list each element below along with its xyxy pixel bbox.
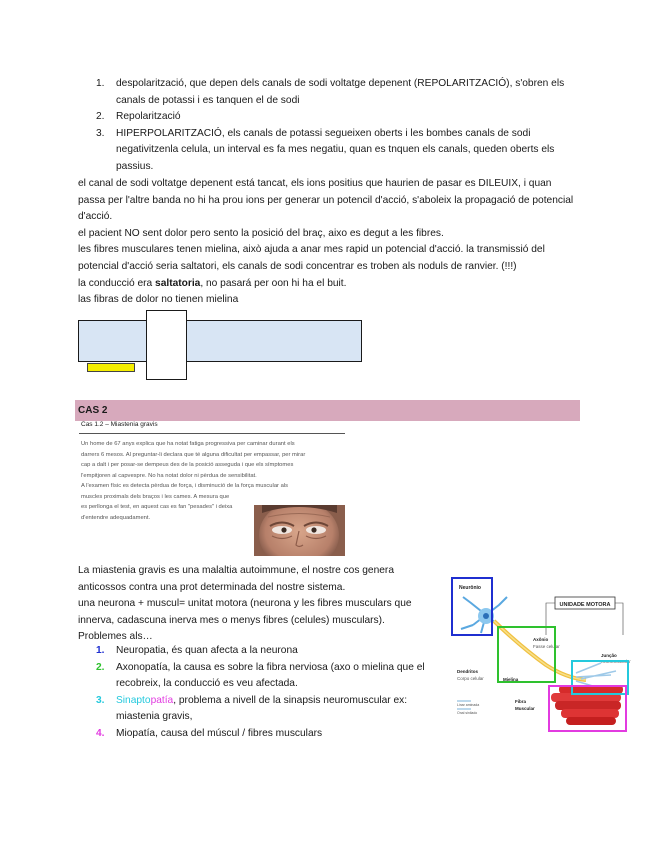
unit-label: UNIDADE MOTORA bbox=[559, 602, 611, 608]
problem-number: 2. bbox=[96, 661, 105, 673]
conduction-bold: saltatoria bbox=[155, 277, 201, 289]
problem-item bbox=[78, 660, 433, 693]
muscular-label: Muscular bbox=[515, 706, 535, 711]
list-item bbox=[78, 76, 578, 109]
notes-block bbox=[78, 176, 578, 309]
miastenia-block bbox=[78, 563, 448, 646]
problem-number: 4. bbox=[96, 727, 105, 739]
conduction-post: , no pasará per oon hi ha el buit. bbox=[200, 277, 347, 289]
neuromuscular-label: neuromuscular bbox=[601, 659, 631, 664]
problem-highlight-suffix: patía bbox=[150, 694, 174, 706]
patient-photo bbox=[254, 505, 345, 556]
list-item bbox=[78, 109, 578, 126]
problem-item bbox=[78, 643, 433, 660]
case-line: es perllonga el test, en aquest cas es fan "pesades" i deixa bbox=[81, 504, 233, 510]
list-text: despolarització, que depen dels canals de sodi voltatge depenent (REPOLARITZACIÓ), s'obren els canals de potassi i es tanquen el de sodi bbox=[116, 78, 565, 106]
motor-unit-diagram bbox=[451, 575, 631, 733]
miastenia-line: Problemes als… bbox=[78, 631, 153, 643]
miastenia-line: La miastenia gravis es una malaltia autoimmune, el nostre cos genera bbox=[78, 565, 394, 576]
axon-diagram-marker bbox=[87, 363, 135, 372]
paragraph-pain: el pacient NO sent dolor pero sento la posició del braç, aixo es degut a les fibres. bbox=[78, 227, 444, 239]
problem-item bbox=[78, 726, 433, 743]
patient-photo-drawing bbox=[254, 505, 345, 556]
action-potential-steps bbox=[78, 76, 578, 176]
list-item bbox=[78, 126, 578, 176]
paragraph-sodium-channel: el canal de sodi voltatge depenent está tancat, els ions positius que haurien de pasar es DILEUIX, i quan passa per l'altre banda no hi ha prou ions per generar un potencil d'acció, s'aboleix la propagació de potencial d'acció. bbox=[78, 178, 574, 223]
legend-signal-2: Onal sinilado bbox=[457, 711, 478, 715]
list-text: Repolarització bbox=[116, 111, 181, 123]
problem-text: Neuropatia, és quan afecta a la neurona bbox=[116, 645, 298, 656]
problem-number: 3. bbox=[96, 694, 105, 706]
list-text: HIPERPOLARITZACIÓ, els canals de potassi segueixen oberts i les bombes canals de sodi negativitzenla celula, un interval es fa mes negatiu, quan es tnquen els canals, queden oberts els passius. bbox=[116, 127, 555, 172]
axon-diagram-box bbox=[78, 320, 362, 362]
case-line: darrers 6 mesos. Al preguntar-li declara que té alguna dificultat per empassar, per mirar bbox=[81, 451, 306, 458]
axon-label: Axônio bbox=[533, 637, 549, 642]
case-line: l'empitjoren al capvespre. No ha notat dolor ni pèrdua de sensibilitat. bbox=[81, 472, 257, 479]
miastenia-line: una neurona + muscul= unitat motora (neurona y les fibres musculars que bbox=[78, 598, 412, 610]
conduction-pre: la conducció era bbox=[78, 277, 156, 289]
case-line: cap a dalt i per posar-se dempeus des de la posició asseguda i que els símptomes bbox=[81, 462, 294, 468]
case-header-title: CAS 2 bbox=[78, 405, 108, 416]
problem-highlight-prefix: Sinapto bbox=[116, 694, 151, 706]
list-number: 3. bbox=[96, 127, 105, 139]
miastenia-line: innerva, cadascuna inerva mes o menys fibres (celules) musculars). bbox=[78, 614, 385, 626]
list-number: 2. bbox=[96, 111, 105, 123]
problem-number: 1. bbox=[96, 645, 105, 656]
motor-unit-problems bbox=[78, 643, 433, 743]
case-line: muscles proximals dels braços i les cames. A mesura que bbox=[81, 493, 230, 500]
junction-label: Junção bbox=[601, 653, 617, 658]
case-line: Un home de 67 anys explica que ha notat fatiga progressiva per caminar durant els bbox=[81, 441, 295, 447]
miastenia-line: anticossos contra una prot determinada del nostre sistema. bbox=[78, 581, 346, 593]
case-image-title: Cas 1.2 – Miastenia gravis bbox=[81, 421, 158, 428]
fiber-label: Fibra bbox=[515, 699, 527, 704]
axon-diagram-gap bbox=[146, 310, 187, 380]
problem-text: Axonopatía, la causa es sobre la fibra nerviosa (axo o mielina que el recobreix, la conducció es veu afectada. bbox=[116, 661, 425, 690]
case-line: A l'examen físic es detecta pèrdua de força, i disminució de la força muscular als bbox=[81, 483, 288, 489]
case-line: d'entendre adequadament. bbox=[81, 514, 151, 521]
dendrites-label: Dendritos bbox=[457, 669, 479, 674]
problem-text: , problema a nivell de la sinapsis neuromuscular ex: miastenia gravis, bbox=[116, 694, 408, 723]
neuron-label: Neurônio bbox=[459, 585, 481, 591]
list-number: 1. bbox=[96, 78, 105, 89]
case-image-divider bbox=[79, 433, 345, 434]
myelin-label: Mielina bbox=[503, 677, 519, 682]
case-header bbox=[75, 400, 580, 421]
fascicle-label: Fasse celular bbox=[533, 644, 560, 649]
paragraph-conduction bbox=[78, 276, 578, 293]
legend-signal-1: Linar aminada bbox=[457, 703, 480, 707]
paragraph-myelin: les fibres musculares tenen mielina, això ajuda a anar mes rapid un potencial d'acció. la transmissió del potencial d'acció seria saltatori, els canals de sodi concentrar es troben als noduls de ranvier. (!!!) bbox=[78, 244, 545, 272]
problem-item bbox=[78, 693, 433, 726]
problem-text: Miopatía, causa del múscul / fibres musculars bbox=[116, 727, 323, 739]
cell-body-label: Corpo celular bbox=[457, 676, 484, 681]
paragraph-pain-fibers: las fibras de dolor no tienen mielina bbox=[78, 294, 239, 306]
